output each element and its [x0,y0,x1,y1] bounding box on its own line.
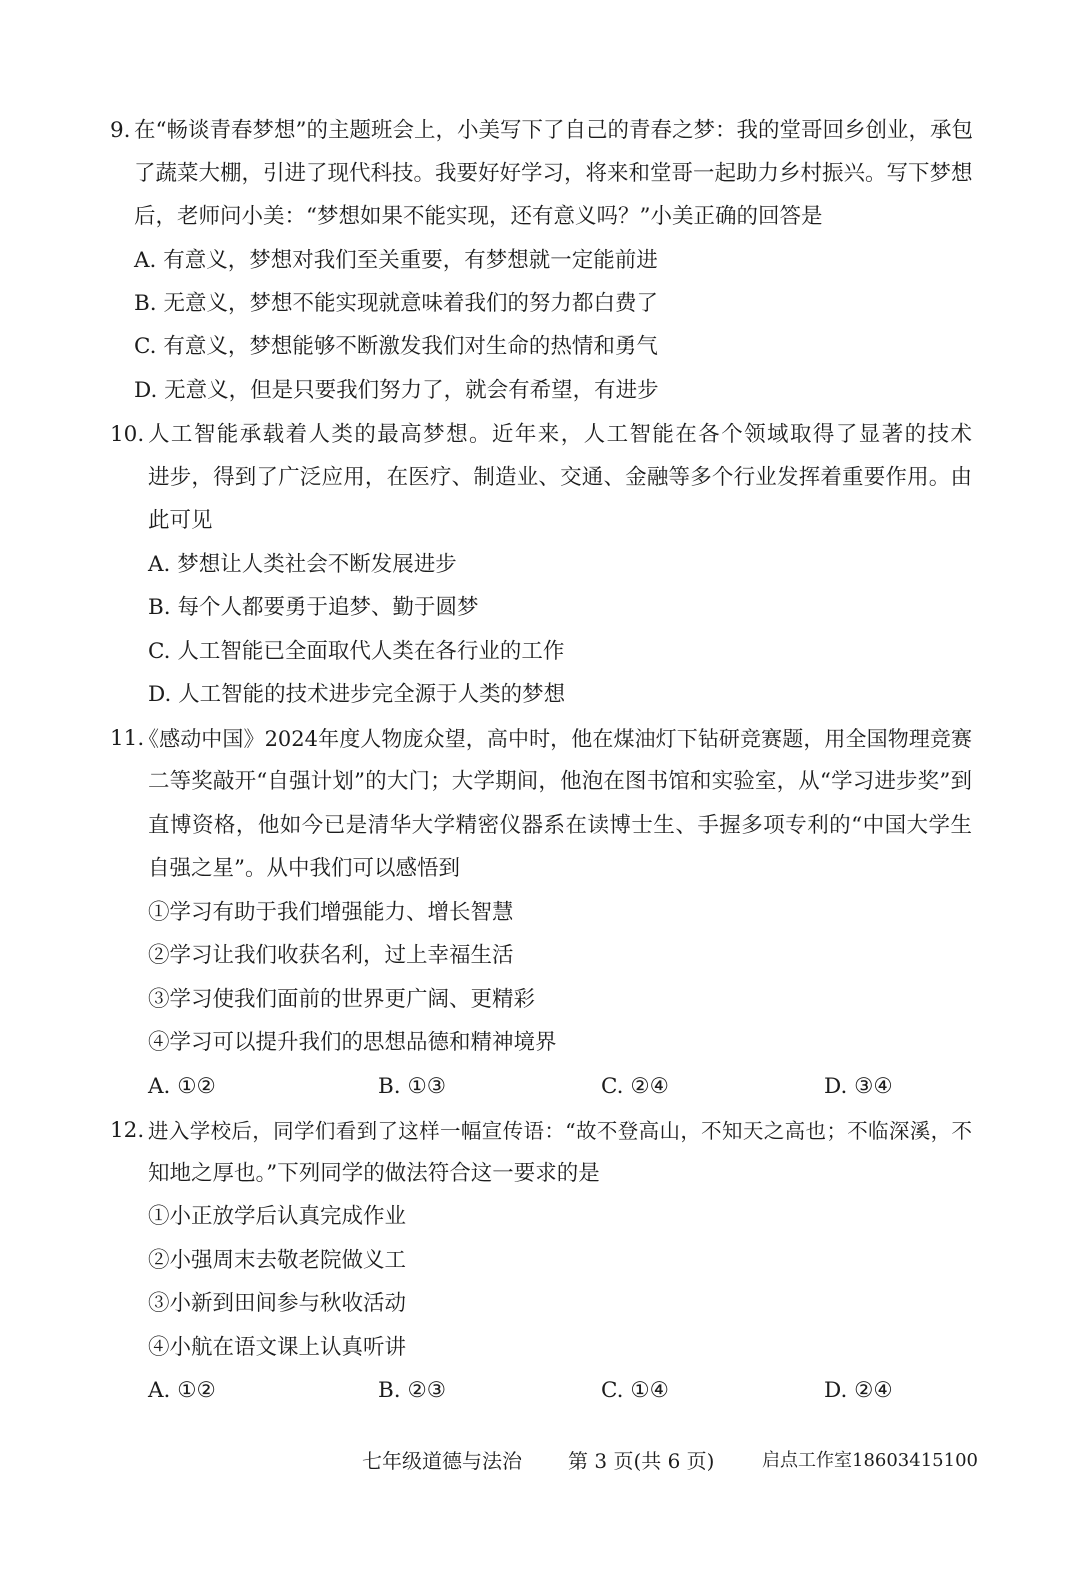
footer-subject: 七年级道德与法治 [362,1449,522,1473]
question-stem-line: 直博资格，他如今已是清华大学精密仪器系在读博士生、手握多项专利的“中国大学生 [148,813,972,838]
option-c: C. ②④ [601,1074,669,1099]
statement-4: ④小航在语文课上认真听讲 [148,1335,407,1360]
option-c: C. 有意义，梦想能够不断激发我们对生命的热情和勇气 [134,334,658,359]
question-number: 10. [110,422,145,447]
statement-3: ③学习使我们面前的世界更广阔、更精彩 [148,987,536,1012]
footer-page-number: 第 3 页(共 6 页) [568,1449,715,1473]
option-b: B. 无意义，梦想不能实现就意味着我们的努力都白费了 [134,291,658,316]
option-b: B. ②③ [378,1378,447,1403]
question-stem-line: 了蔬菜大棚，引进了现代科技。我要好好学习，将来和堂哥一起助力乡村振兴。写下梦想 [134,161,973,186]
question-stem-line: 人工智能承载着人类的最高梦想。近年来，人工智能在各个领域取得了显著的技术 [148,422,972,447]
option-d: D. ③④ [824,1074,893,1099]
statement-3: ③小新到田间参与秋收活动 [148,1291,407,1316]
question-number: 12. [110,1118,145,1143]
question-stem-line: 知地之厚也。”下列同学的做法符合这一要求的是 [148,1161,600,1186]
statement-4: ④学习可以提升我们的思想品德和精神境界 [148,1030,557,1055]
question-stem-line: 进入学校后，同学们看到了这样一幅宣传语：“故不登高山，不知天之高也；不临深溪，不 [148,1119,972,1143]
option-d: D. 人工智能的技术进步完全源于人类的梦想 [148,682,566,707]
question-stem-line: 在“畅谈青春梦想”的主题班会上，小美写下了自己的青春之梦：我的堂哥回乡创业，承包 [134,118,973,143]
statement-1: ①小正放学后认真完成作业 [148,1204,407,1229]
statement-2: ②学习让我们收获名利，过上幸福生活 [148,943,514,968]
option-a: A. 有意义，梦想对我们至关重要，有梦想就一定能前进 [134,248,658,273]
option-a: A. 梦想让人类社会不断发展进步 [148,552,457,577]
footer-studio: 启点工作室18603415100 [762,1450,978,1471]
option-c: C. ①④ [601,1378,669,1403]
option-b: B. 每个人都要勇于追梦、勤于圆梦 [148,595,479,620]
question-stem-line: 二等奖敲开“自强计划”的大门；大学期间，他泡在图书馆和实验室，从“学习进步奖”到 [148,769,972,794]
question-stem-line: 进步，得到了广泛应用，在医疗、制造业、交通、金融等多个行业发挥着重要作用。由 [148,465,972,490]
option-c: C. 人工智能已全面取代人类在各行业的工作 [148,639,565,664]
question-stem-line: 《感动中国》2024年度人物庞众望，高中时，他在煤油灯下钻研竞赛题，用全国物理竞赛 [138,727,972,751]
option-a: A. ①② [148,1074,216,1099]
question-number: 9. [110,118,131,143]
statement-2: ②小强周末去敬老院做义工 [148,1248,407,1273]
option-b: B. ①③ [378,1074,447,1099]
question-stem-line: 自强之星”。从中我们可以感悟到 [148,856,460,881]
question-stem-line: 后，老师问小美：“梦想如果不能实现，还有意义吗？”小美正确的回答是 [134,204,823,229]
option-d: D. 无意义，但是只要我们努力了，就会有希望，有进步 [134,378,659,403]
question-number: 11. [110,726,145,751]
statement-1: ①学习有助于我们增强能力、增长智慧 [148,900,514,925]
option-a: A. ①② [148,1378,216,1403]
question-stem-line: 此可见 [148,508,213,533]
option-d: D. ②④ [824,1378,893,1403]
